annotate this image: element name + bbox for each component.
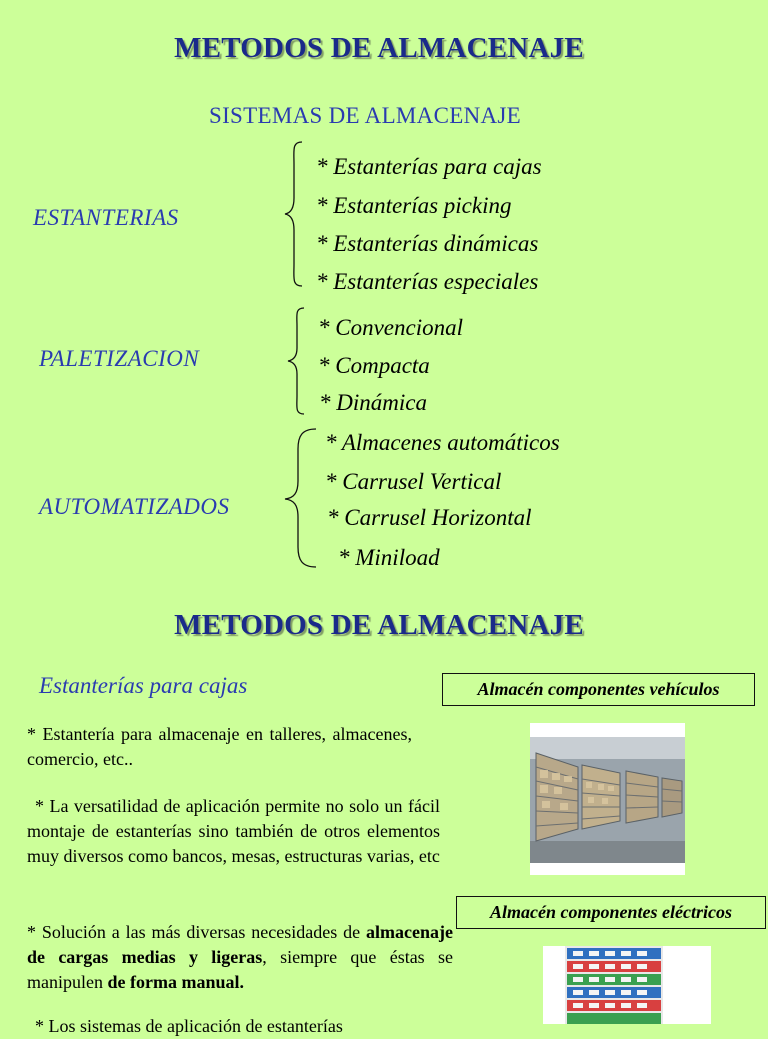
paragraph-2: * La versatilidad de aplicación permite no solo un fácil montaje de estanterías sino también de otros elementos muy diversos como bancos, mesas, estructuras varias, etc (27, 796, 440, 866)
caption-vehiculos: Almacén componentes vehículos (442, 673, 755, 706)
item-dinamica: * Dinámica (319, 390, 427, 415)
slide1-subtitle: SISTEMAS DE ALMACENAJE (208, 103, 521, 128)
item-miniload: * Miniload (338, 545, 440, 570)
item-convencional: * Convencional (318, 315, 463, 340)
caption-electricos: Almacén componentes eléctricos (456, 896, 766, 929)
item-estanterias-cajas: * Estanterías para cajas (316, 154, 542, 179)
item-carrusel-vertical: * Carrusel Vertical (325, 469, 502, 494)
item-carrusel-horizontal: * Carrusel Horizontal (327, 505, 532, 530)
brace-paletizacion (284, 306, 308, 416)
paragraph-1: * Estantería para almacenaje en talleres, almacenes, comercio, etc.. (27, 724, 412, 769)
category-estanterias: ESTANTERIAS (33, 205, 179, 230)
item-estanterias-especiales: * Estanterías especiales (316, 269, 539, 294)
paragraph-3: * Solución a las más diversas necesidades de almacenaje de cargas medias y ligeras, siempre que éstas se manipulen de forma manual. (27, 922, 454, 992)
item-almacenes-automaticos: * Almacenes automáticos (325, 430, 560, 455)
warehouse-shelving-photo (530, 723, 685, 875)
paragraph-4: * Los sistemas de aplicación de estanterías (35, 1016, 343, 1036)
brace-automatizados (282, 427, 322, 569)
item-estanterias-dinamicas: * Estanterías dinámicas (316, 231, 539, 256)
section-heading: Estanterías para cajas (39, 673, 248, 698)
item-estanterias-picking: * Estanterías picking (316, 193, 512, 218)
slide1-title: METODOS DE ALMACENAJE (174, 32, 584, 64)
slide2-title: METODOS DE ALMACENAJE (174, 609, 584, 641)
category-automatizados: AUTOMATIZADOS (39, 494, 230, 519)
brace-estanterias (282, 140, 306, 288)
category-paletizacion: PALETIZACION (39, 346, 200, 371)
storage-bins-photo (543, 946, 711, 1024)
item-compacta: * Compacta (318, 353, 430, 378)
